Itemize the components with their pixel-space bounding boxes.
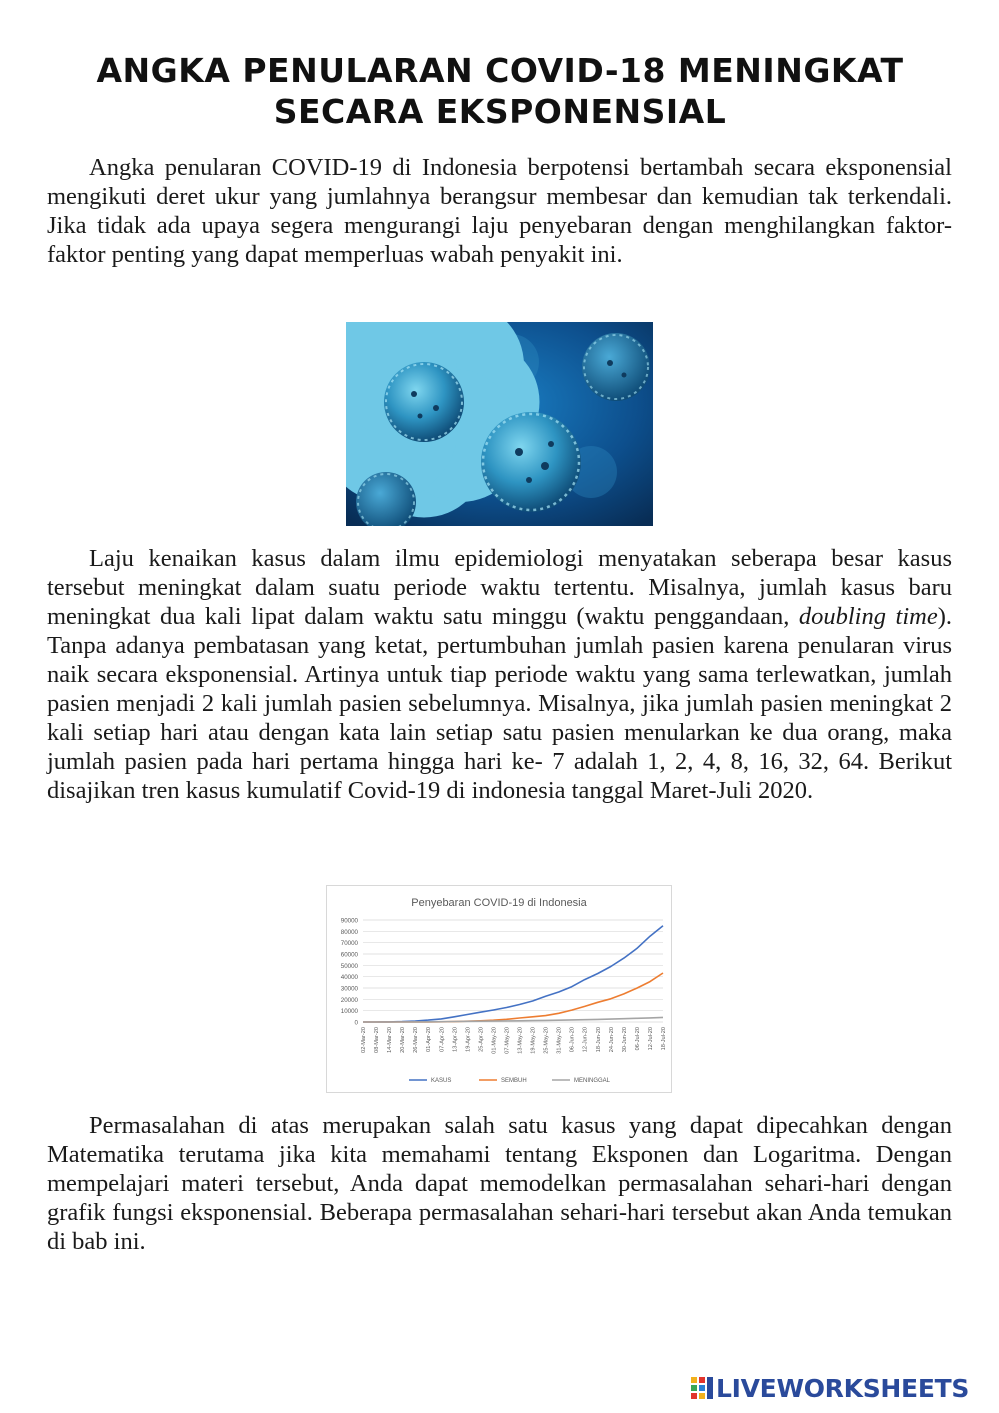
liveworksheets-logo bbox=[690, 1373, 990, 1403]
epidemiology-text-1: Laju kenaikan kasus dalam ilmu epidemiologi menyatakan seberapa besar kasus tersebut meningkat dalam suatu periode waktu tertentu. Misalnya, jumlah kasus baru meningkat dua kali lipat dalam waktu satu minggu (waktu penggandaan, bbox=[47, 545, 952, 630]
series-line-sembuh bbox=[363, 973, 663, 1022]
y-tick-label: 0 bbox=[354, 1019, 358, 1027]
intro-paragraph bbox=[47, 153, 952, 269]
x-tick-label: 30-Jun-20 bbox=[621, 1027, 628, 1053]
y-tick-label: 60000 bbox=[340, 951, 358, 959]
x-tick-label: 06-Jul-20 bbox=[634, 1027, 641, 1051]
intro-paragraph-text: Angka penularan COVID-19 di Indonesia berpotensi bertambah secara eksponensial mengikuti deret ukur yang jumlahnya berangsur membesar dan kemudian tak terkendali. Jika tidak ada upaya segera mengurangi laju penyebaran dengan menghilangkan faktor-faktor penting yang dapat memperluas wabah penyakit ini. bbox=[47, 154, 952, 268]
x-tick-label: 06-Jun-20 bbox=[569, 1027, 576, 1053]
y-tick-label: 80000 bbox=[340, 928, 358, 936]
conclusion-paragraph-text: Permasalahan di atas merupakan salah satu kasus yang dapat dipecahkan dengan Matematika terutama jika kita memahami tentang Eksponen dan Logaritma. Dengan mempelajari materi tersebut, Anda dapat memodelkan permasalahan sehari-hari dengan grafik fungsi eksponensial. Beberapa permasalahan sehari-hari tersebut akan Anda temukan di bab ini. bbox=[47, 1112, 952, 1255]
brand-name: LIVEWORKSHEETS bbox=[716, 1373, 970, 1403]
x-tick-label: 26-Mar-20 bbox=[413, 1027, 420, 1053]
x-tick-label: 13-May-20 bbox=[517, 1027, 524, 1054]
series-line-kasus bbox=[363, 926, 663, 1022]
y-tick-label: 30000 bbox=[340, 985, 358, 993]
x-tick-label: 25-May-20 bbox=[543, 1027, 550, 1054]
x-tick-label: 07-May-20 bbox=[504, 1027, 511, 1054]
y-tick-label: 40000 bbox=[340, 974, 358, 982]
x-tick-label: 19-Apr-20 bbox=[465, 1027, 472, 1052]
x-tick-label: 20-Mar-20 bbox=[400, 1027, 407, 1053]
y-tick-label: 70000 bbox=[340, 940, 358, 948]
x-tick-label: 24-Jun-20 bbox=[608, 1027, 615, 1053]
y-tick-label: 90000 bbox=[340, 917, 358, 925]
x-tick-label: 08-Mar-20 bbox=[374, 1027, 381, 1053]
epidemiology-paragraph bbox=[47, 544, 952, 805]
doubling-time-term: doubling time bbox=[798, 603, 938, 630]
x-tick-label: 25-Apr-20 bbox=[478, 1027, 485, 1052]
x-tick-label: 12-Jun-20 bbox=[582, 1027, 589, 1053]
x-tick-label: 01-Apr-20 bbox=[426, 1027, 433, 1052]
x-tick-label: 07-Apr-20 bbox=[439, 1027, 446, 1052]
y-tick-label: 10000 bbox=[340, 1008, 358, 1016]
liveworksheets-icon bbox=[690, 1376, 714, 1400]
legend-label: KASUS bbox=[431, 1078, 452, 1084]
legend-label: SEMBUH bbox=[501, 1078, 527, 1084]
x-tick-label: 31-May-20 bbox=[556, 1027, 563, 1054]
chart-title: Penyebaran COVID-19 di Indonesia bbox=[411, 897, 587, 909]
x-tick-label: 02-Mar-20 bbox=[361, 1027, 367, 1053]
x-tick-label: 19-May-20 bbox=[530, 1027, 537, 1054]
x-tick-label: 13-Apr-20 bbox=[452, 1027, 459, 1052]
y-tick-label: 20000 bbox=[340, 996, 358, 1004]
y-tick-label: 50000 bbox=[340, 962, 358, 970]
x-tick-label: 14-Mar-20 bbox=[387, 1027, 394, 1053]
page-title: ANGKA PENULARAN COVID-18 MENINGKAT SECARA EKSPONENSIAL bbox=[96, 51, 904, 131]
chart-svg bbox=[327, 886, 671, 1092]
epidemiology-text-2: ). Tanpa adanya pembatasan yang ketat, pertumbuhan jumlah pasien karena penularan virus naik secara eksponensial. Artinya untuk tiap periode waktu yang sama terlewatkan, jumlah pasien menjadi 2 kali jumlah pasien sebelumnya. Misalnya, jika jumlah pasien meningkat 2 kali setiap hari atau dengan kata lain setiap satu pasien menularkan ke dua orang, maka jumlah pasien pada hari pertama hingga hari ke- 7 adalah 1, 2, 4, 8, 16, 32, 64. Berikut disajikan tren kasus kumulatif Covid-19 di indonesia tanggal Maret-Juli 2020. bbox=[47, 603, 952, 804]
coronavirus-image bbox=[346, 322, 653, 526]
x-tick-label: 12-Jul-20 bbox=[647, 1027, 654, 1051]
x-tick-label: 18-Jul-20 bbox=[661, 1027, 667, 1051]
legend-label: MENINGGAL bbox=[574, 1078, 611, 1084]
x-tick-label: 01-May-20 bbox=[491, 1027, 498, 1054]
conclusion-paragraph bbox=[47, 1111, 952, 1256]
covid-chart bbox=[326, 885, 672, 1093]
x-tick-label: 18-Jun-20 bbox=[595, 1027, 602, 1053]
